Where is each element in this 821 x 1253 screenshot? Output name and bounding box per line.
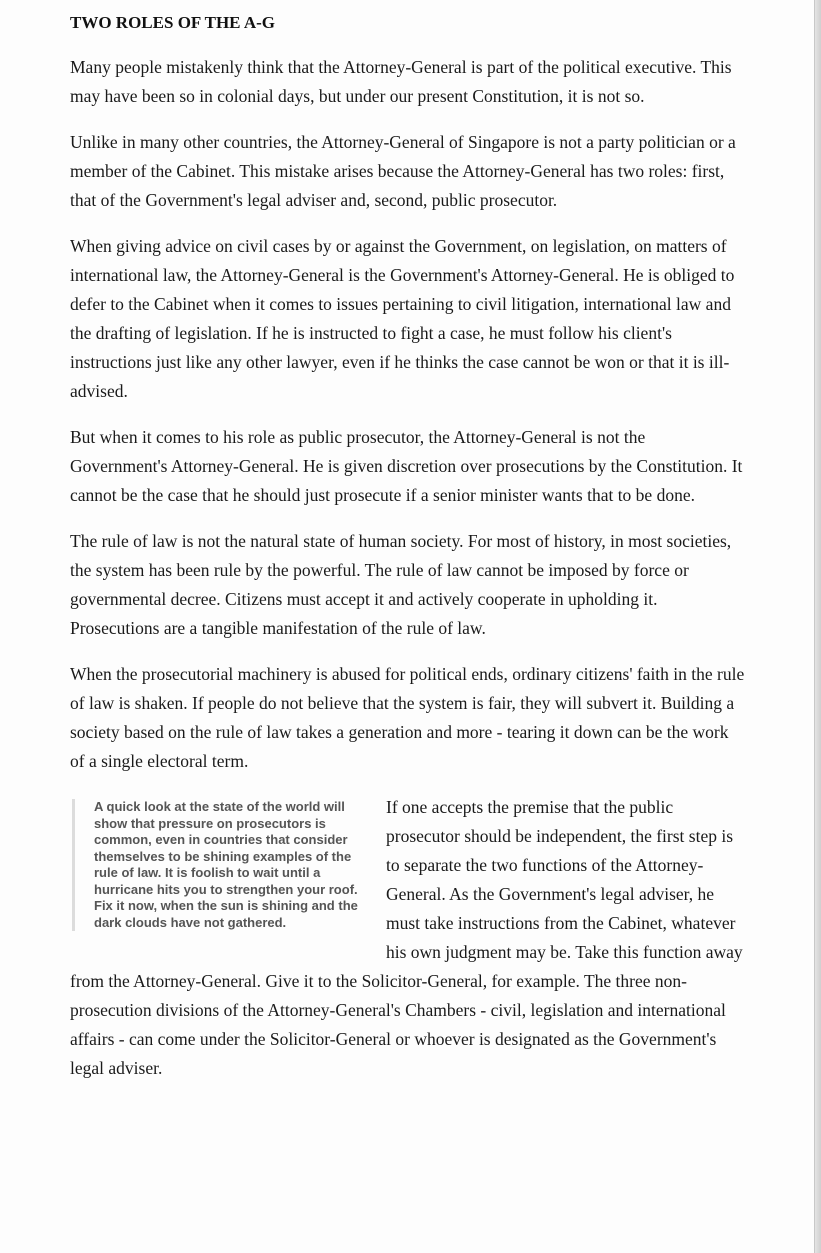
paragraph-political-executive: Many people mistakenly think that the Attorney-General is part of the political executive. This may have been so in colonial days, but under our present Constitution, it is not so. [70,57,732,106]
window-right-edge [814,0,821,1253]
pull-quote: A quick look at the state of the world will show that pressure on prosecutors is common, even in countries that consider themselves to be shining examples of the rule of law. It is foolish to wait until a hurricane hits you to strengthen your roof. Fix it now, when the sun is shining and the dark clouds have not gathered. [72,799,364,931]
paragraph-legal-adviser-role: When giving advice on civil cases by or against the Government, on legislation, on matters of international law, the Attorney-General is the Government's Attorney-General. He is obliged to defer to the Cabinet when it comes to issues pertaining to civil litigation, international law and the drafting of legislation. If he is instructed to fight a case, he must follow his client's instructions just like any other lawyer, even if he thinks the case cannot be won or that it is ill-advised. [70,236,735,401]
paragraph-rule-of-law: The rule of law is not the natural state of human society. For most of history, in most societies, the system has been rule by the powerful. The rule of law cannot be imposed by force or governmental decree. Citizens must accept it and actively cooperate in upholding it. Prosecutions are a tangible manifestation of the rule of law. [70,531,732,638]
paragraph-prosecutorial-abuse: When the prosecutorial machinery is abused for political ends, ordinary citizens' faith in the rule of law is shaken. If people do not believe that the system is fair, they will subvert it. Building a society based on the rule of law takes a generation and more - tearing it down can be the work of a single electoral term. [70,664,745,771]
article-body [70,9,746,1100]
paragraph-two-roles: Unlike in many other countries, the Attorney-General of Singapore is not a party politician or a member of the Cabinet. This mistake arises because the Attorney-General has two roles: first, that of the Government's legal adviser and, second, public prosecutor. [70,132,736,210]
section-heading: TWO ROLES OF THE A-G [70,13,275,32]
paragraph-public-prosecutor-role: But when it comes to his role as public prosecutor, the Attorney-General is not the Government's Attorney-General. He is given discretion over prosecutions by the Constitution. It cannot be the case that he should just prosecute if a senior minister wants that to be done. [70,427,743,505]
paragraph-separate-functions: If one accepts the premise that the public prosecutor should be independent, the first step is to separate the two functions of the Attorney-General. As the Government's legal adviser, he must take instructions from the Cabinet, whatever his own judgment may be. Take this function away from the Attorney-General. Give it to the Solicitor-General, for example. The three non-prosecution divisions of the Attorney-General's Chambers - civil, legislation and international affairs - can come under the Solicitor-General or whoever is designated as the Government's legal adviser. [70,797,743,1078]
